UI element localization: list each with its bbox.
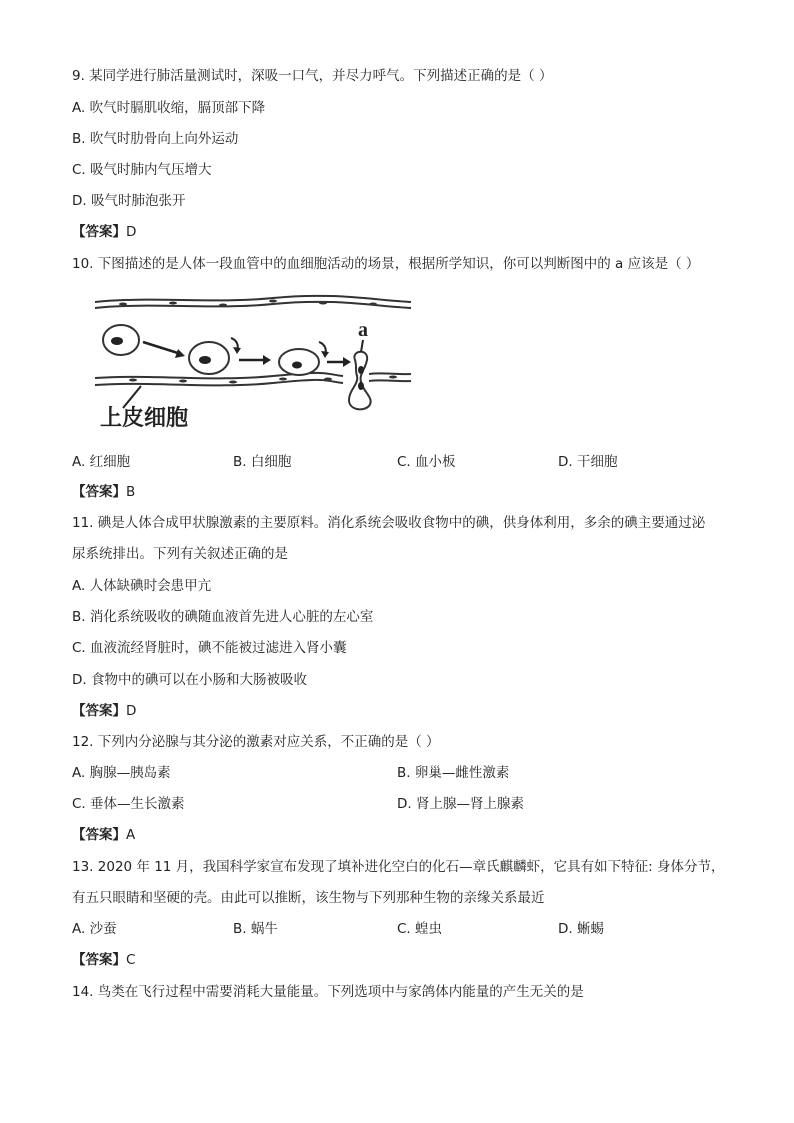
q12-option-d: D. 肾上腺—肾上腺素	[397, 796, 524, 812]
answer-value: C	[126, 952, 136, 968]
q10-stem: 10. 下图描述的是人体一段血管中的血细胞活动的场景，根据所学知识，你可以判断图中的 a 应该是（ ）	[72, 256, 700, 272]
answer-tag: 【答案】	[72, 703, 126, 719]
q9-stem: 9. 某同学进行肺活量测试时，深吸一口气，并尽力呼气。下列描述正确的是（ ）	[72, 68, 553, 84]
q9-answer	[72, 222, 136, 242]
q13-option-a: A. 沙蚕	[72, 921, 117, 937]
q11-option-a: A. 人体缺碘时会患甲亢	[72, 578, 212, 594]
answer-tag: 【答案】	[72, 827, 126, 843]
answer-tag: 【答案】	[72, 224, 126, 240]
answer-value: D	[126, 703, 137, 719]
q11-option-b: B. 消化系统吸收的碘随血液首先进人心脏的左心室	[72, 609, 374, 625]
answer-tag: 【答案】	[72, 484, 126, 500]
figure-letter-a: a	[358, 319, 368, 341]
q11-option-c: C. 血液流经肾脏时，碘不能被过滤进入肾小囊	[72, 640, 347, 656]
q13-answer	[72, 950, 135, 970]
q13-option-d: D. 蜥蜴	[558, 921, 604, 937]
q13-option-c: C. 蝗虫	[397, 921, 443, 937]
q12-stem: 12. 下列内分泌腺与其分泌的激素对应关系，不正确的是（ ）	[72, 734, 440, 750]
q9-option-a: A. 吹气时膈肌收缩，膈顶部下降	[72, 100, 266, 116]
q13-stem-line1: 13. 2020 年 11 月，我国科学家宣布发现了填补进化空白的化石—章氏麒麟虾，它具有如下特征: 身体分节，	[72, 859, 725, 875]
q12-answer	[72, 825, 135, 845]
q13-option-b: B. 蜗牛	[233, 921, 278, 937]
q12-option-c: C. 垂体—生长激素	[72, 796, 185, 812]
figure-label: 上皮细胞	[100, 406, 189, 431]
q9-option-d: D. 吸气时肺泡张开	[72, 193, 186, 209]
q9-option-c: C. 吸气时肺内气压增大	[72, 162, 212, 178]
q10-option-a: A. 红细胞	[72, 454, 131, 470]
q14-stem: 14. 鸟类在飞行过程中需要消耗大量能量。下列选项中与家鸽体内能量的产生无关的是	[72, 984, 584, 1000]
q11-option-d: D. 食物中的碘可以在小肠和大肠被吸收	[72, 672, 307, 688]
answer-value: D	[126, 224, 137, 240]
q10-option-b: B. 白细胞	[233, 454, 292, 470]
q9-option-b: B. 吹气时肋骨向上向外运动	[72, 131, 239, 147]
q11-stem-line2: 尿系统排出。下列有关叙述正确的是	[72, 546, 288, 562]
answer-tag: 【答案】	[72, 952, 126, 968]
answer-value: A	[126, 827, 136, 843]
q11-stem-line1: 11. 碘是人体合成甲状腺激素的主要原料。消化系统会吸收食物中的碘，供身体利用，多余的碘主要通过泌	[72, 515, 706, 531]
q13-stem-line2: 有五只眼睛和坚硬的壳。由此可以推断，该生物与下列那种生物的亲缘关系最近	[72, 890, 545, 906]
q10-option-d: D. 干细胞	[558, 454, 618, 470]
q10-answer	[72, 482, 135, 502]
answer-value: B	[126, 484, 136, 500]
q11-answer	[72, 701, 136, 721]
q12-option-a: A. 胸腺—胰岛素	[72, 765, 171, 781]
q12-option-b: B. 卵巢—雌性激素	[397, 765, 510, 781]
q10-option-c: C. 血小板	[397, 454, 456, 470]
